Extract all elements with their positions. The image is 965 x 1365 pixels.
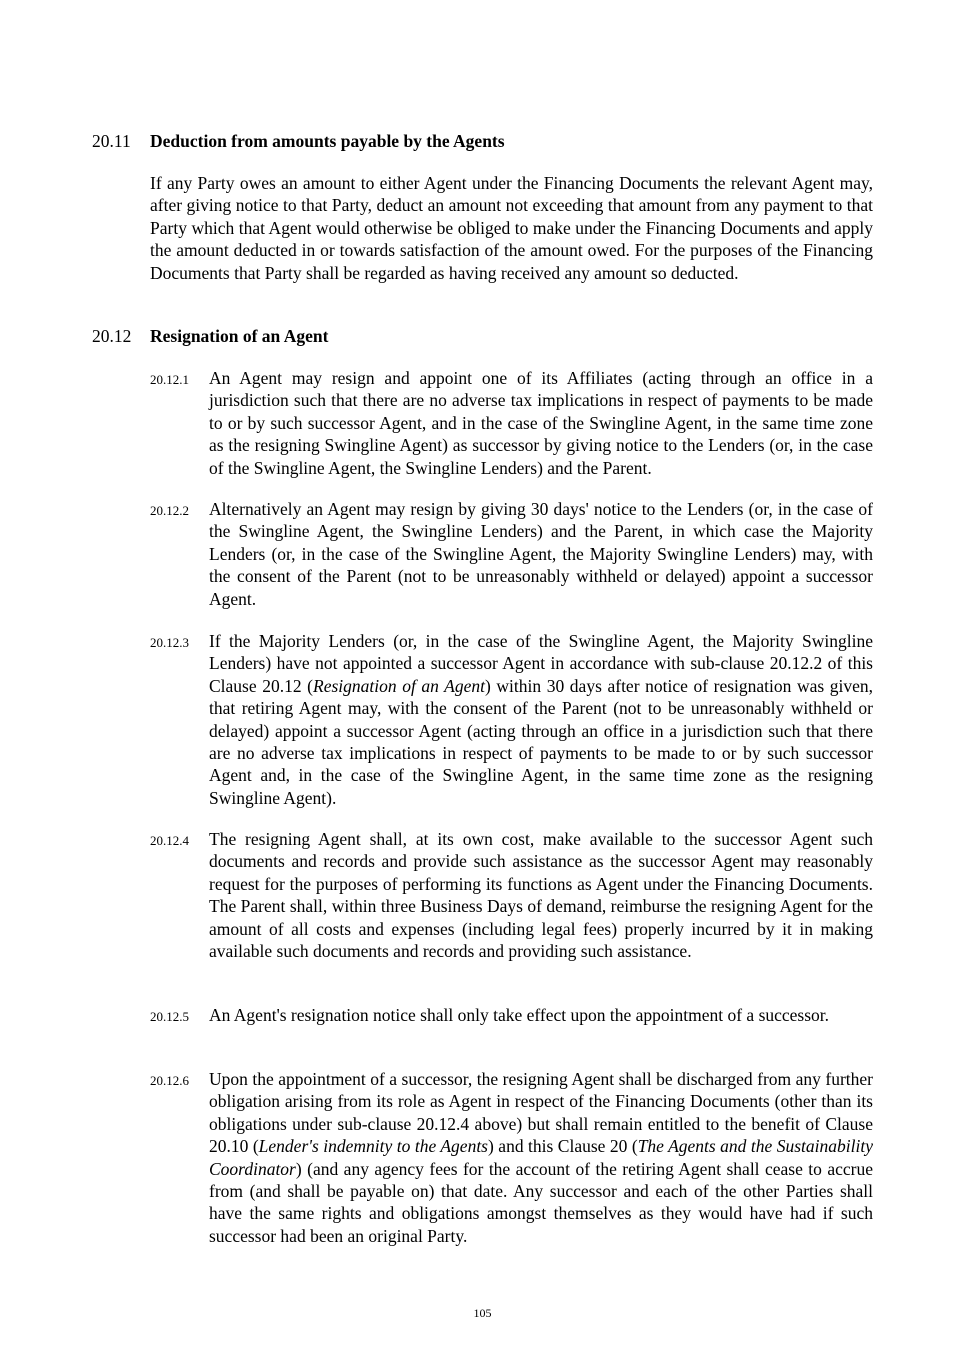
clause-20-12-1 <box>150 367 873 479</box>
section-heading-20-12 <box>92 325 328 347</box>
section-number: 20.12 <box>92 326 132 346</box>
clause-reference-title: The Agents and the Sustainability Coordinator <box>209 1136 874 1179</box>
section-title: Resignation of an Agent <box>150 326 329 346</box>
clause-20-12-4 <box>150 828 873 962</box>
section-title: Deduction from amounts payable by the Agents <box>150 131 505 151</box>
section-number: 20.11 <box>92 131 131 151</box>
clause-text: An Agent's resignation notice shall only take effect upon the appointment of a successor. <box>209 1005 830 1025</box>
section-heading-20-11 <box>92 130 505 152</box>
section-body-20-11: If any Party owes an amount to either Agent under the Financing Documents the relevant Agent may, after giving notice to that Party, deduct an amount not exceeding that amount from any payment to that Party which that Agent would otherwise be obliged to make under the Financing Documents and apply the amount deducted in or towards satisfaction of the amount owed. For the purposes of the Financing Documents that Party shall be regarded as having received any amount so deducted. <box>150 173 873 283</box>
clause-text: If the Majority Lenders (or, in the case of the Swingline Agent, the Majority Swingline Lenders) have not appointed a successor Agent in accordance with sub-clause 20.12.2 of this Clause 20.12 (Resignation of an Agent) within 30 days after notice of resignation was given, that retiring Agent may, with the consent of the Parent (not to be unreasonably withheld or delayed) appoint a successor Agent (acting through an office in a jurisdiction such that there are no adverse tax implications in respect of payments to be made to or by such successor Agent and, in the case of the Swingline Agent, in the same time zone as the resigning Swingline Agent). <box>209 631 874 808</box>
clause-20-12-2 <box>150 498 873 610</box>
clause-number: 20.12.2 <box>150 503 189 518</box>
clause-number: 20.12.6 <box>150 1073 189 1088</box>
clause-reference-title: Lender's indemnity to the Agents <box>258 1136 488 1157</box>
clause-20-12-5 <box>150 1004 873 1026</box>
clause-text: Upon the appointment of a successor, the resigning Agent shall be discharged from any further obligation arising from its role as Agent in respect of the Financing Documents (other than its obligations under sub-clause 20.12.4 above) but shall remain entitled to the benefit of Clause 20.10 (Lender's indemnity to the Agents) and this Clause 20 (The Agents and the Sustainability Coordinator) (and any agency fees for the account of the retiring Agent shall cease to accrue from (and shall be payable on) that date. Any successor and each of the other Parties shall have the same rights and obligations amongst themselves as they would have had if such successor had been an original Party. <box>209 1069 874 1246</box>
clause-text: The resigning Agent shall, at its own cost, make available to the successor Agent such documents and records and provide such assistance as the successor Agent may reasonably request for the purposes of performing its functions as Agent under the Financing Documents. The Parent shall, within three Business Days of demand, reimburse the resigning Agent for the amount of all costs and expenses (including legal fees) properly incurred by it in making available such documents and records and providing such assistance. <box>209 829 873 962</box>
clause-number: 20.12.1 <box>150 372 189 387</box>
page-number: 105 <box>473 1306 492 1320</box>
clause-number: 20.12.3 <box>150 635 189 650</box>
clause-number: 20.12.4 <box>150 833 189 848</box>
clause-20-12-3 <box>150 630 873 809</box>
clause-20-12-6 <box>150 1068 873 1247</box>
clause-text: Alternatively an Agent may resign by giving 30 days' notice to the Lenders (or, in the case of the Swingline Agent, the Swingline Lenders) and the Parent, in which case the Majority Lenders (or, in the case of the Swingline Agent, the Majority Swingline Lenders) may, with the consent of the Parent (not to be unreasonably withheld or delayed) appoint a successor Agent. <box>209 499 873 609</box>
clause-text: An Agent may resign and appoint one of its Affiliates (acting through an office in a jurisdiction such that there are no adverse tax implications in respect of payments to be made to or by such successor Agent, and in the case of the Swingline Agent, in the same time zone as the resigning Swingline Agent) as successor by giving notice to the Lenders (or, in the case of the Swingline Agent, the Swingline Lenders) and the Parent. <box>209 368 873 478</box>
clause-number: 20.12.5 <box>150 1009 189 1024</box>
clause-reference-title: Resignation of an Agent <box>313 675 485 696</box>
